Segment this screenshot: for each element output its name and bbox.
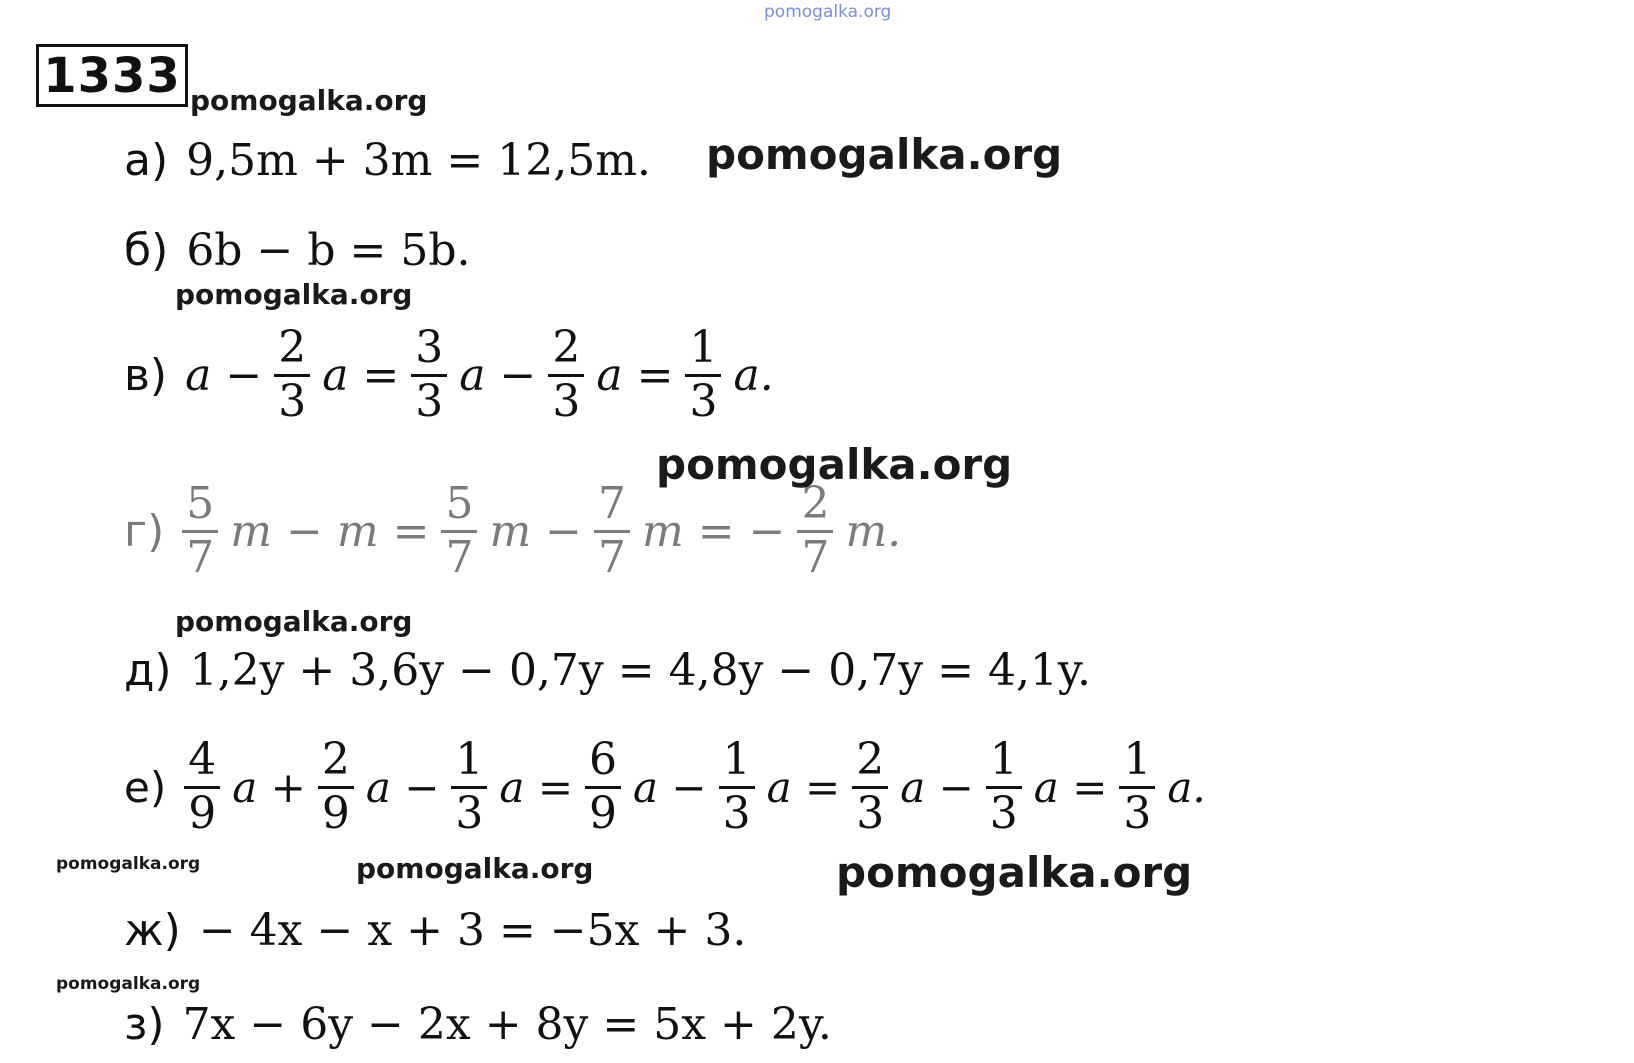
denominator: 9 <box>321 787 350 839</box>
denominator: 3 <box>722 787 751 839</box>
numerator: 1 <box>1123 734 1152 786</box>
denominator: 3 <box>455 787 484 839</box>
equation-term: a − <box>459 349 537 401</box>
equation-term: m = − <box>642 505 786 557</box>
equation-g <box>124 466 907 596</box>
equation-b <box>124 220 476 280</box>
equation-label: ж) <box>124 904 181 956</box>
numerator: 2 <box>856 734 885 786</box>
equation-text: 7x − 6y − 2x + 8y = 5x + 2y. <box>182 998 832 1050</box>
denominator: 3 <box>415 375 444 427</box>
equation-term: a − <box>633 762 707 812</box>
watermark: pomogalka.org <box>356 852 594 885</box>
denominator: 7 <box>801 531 830 583</box>
equation-text: − 4x − x + 3 = −5x + 3. <box>198 904 747 956</box>
watermark: pomogalka.org <box>706 130 1063 179</box>
numerator: 1 <box>455 734 484 786</box>
fraction <box>797 478 833 583</box>
equation-label: г) <box>124 505 165 557</box>
numerator: 3 <box>415 322 444 374</box>
watermark: pomogalka.org <box>190 84 428 117</box>
equation-term: m − <box>489 505 583 557</box>
denominator: 7 <box>445 531 474 583</box>
equation-text: 6b − b = 5b. <box>186 224 471 276</box>
watermark: pomogalka.org <box>56 974 201 994</box>
equation-label: а) <box>124 134 169 186</box>
numerator: 6 <box>589 734 618 786</box>
equation-term: m. <box>845 505 902 557</box>
denominator: 3 <box>989 787 1018 839</box>
equation-term: a = <box>766 762 841 812</box>
denominator: 3 <box>689 375 718 427</box>
fraction <box>986 734 1022 839</box>
denominator: 9 <box>589 787 618 839</box>
equation-text: 1,2y + 3,6y − 0,7y = 4,8y − 0,7y = 4,1y. <box>189 644 1091 696</box>
equation-term: a. <box>733 349 774 401</box>
numerator: 2 <box>552 322 581 374</box>
equation-term: a = <box>596 349 674 401</box>
equation-term: a = <box>322 349 400 401</box>
equation-term: m − m = <box>230 505 430 557</box>
equation-term: a − <box>900 762 974 812</box>
fraction <box>184 734 220 839</box>
numerator: 4 <box>188 734 217 786</box>
equation-text: 9,5m + 3m = 12,5m. <box>186 134 651 186</box>
task-number-box: 1333 <box>36 44 188 107</box>
denominator: 3 <box>278 375 307 427</box>
watermark: pomogalka.org <box>175 278 413 311</box>
denominator: 3 <box>552 375 581 427</box>
watermark-top: pomogalka.org <box>764 2 892 22</box>
numerator: 5 <box>445 478 474 530</box>
fraction <box>585 734 621 839</box>
fraction <box>411 322 447 427</box>
equation-term: a. <box>1167 762 1206 812</box>
equation-label: е) <box>124 762 167 812</box>
equation-z <box>124 994 838 1054</box>
equation-e <box>124 722 1212 852</box>
fraction <box>441 478 477 583</box>
fraction <box>182 478 218 583</box>
numerator: 1 <box>689 322 718 374</box>
fraction <box>451 734 487 839</box>
denominator: 3 <box>1123 787 1152 839</box>
denominator: 7 <box>186 531 215 583</box>
watermark: pomogalka.org <box>175 605 413 638</box>
fraction <box>685 322 721 427</box>
denominator: 9 <box>188 787 217 839</box>
fraction <box>719 734 755 839</box>
equation-d <box>124 640 1097 700</box>
fraction <box>274 322 310 427</box>
numerator: 7 <box>598 478 627 530</box>
equation-v <box>124 310 780 440</box>
equation-term: a + <box>232 762 306 812</box>
equation-zh <box>124 900 752 960</box>
numerator: 2 <box>801 478 830 530</box>
denominator: 7 <box>598 531 627 583</box>
fraction <box>1119 734 1155 839</box>
equation-label: в) <box>124 349 168 401</box>
numerator: 1 <box>989 734 1018 786</box>
watermark: pomogalka.org <box>56 854 201 874</box>
equation-term: a − <box>365 762 440 812</box>
denominator: 3 <box>856 787 885 839</box>
fraction <box>548 322 584 427</box>
equation-term: a = <box>499 762 574 812</box>
watermark: pomogalka.org <box>836 848 1193 897</box>
numerator: 2 <box>321 734 350 786</box>
numerator: 1 <box>722 734 751 786</box>
equation-label: з) <box>124 998 165 1050</box>
equation-term: a = <box>1033 762 1108 812</box>
equation-a <box>124 130 657 190</box>
equation-term: a − <box>185 349 263 401</box>
equation-label: д) <box>124 644 172 696</box>
numerator: 5 <box>186 478 215 530</box>
fraction <box>852 734 888 839</box>
fraction <box>318 734 354 839</box>
numerator: 2 <box>278 322 307 374</box>
fraction <box>594 478 630 583</box>
watermark: pomogalka.org <box>656 440 1013 489</box>
equation-label: б) <box>124 224 169 276</box>
